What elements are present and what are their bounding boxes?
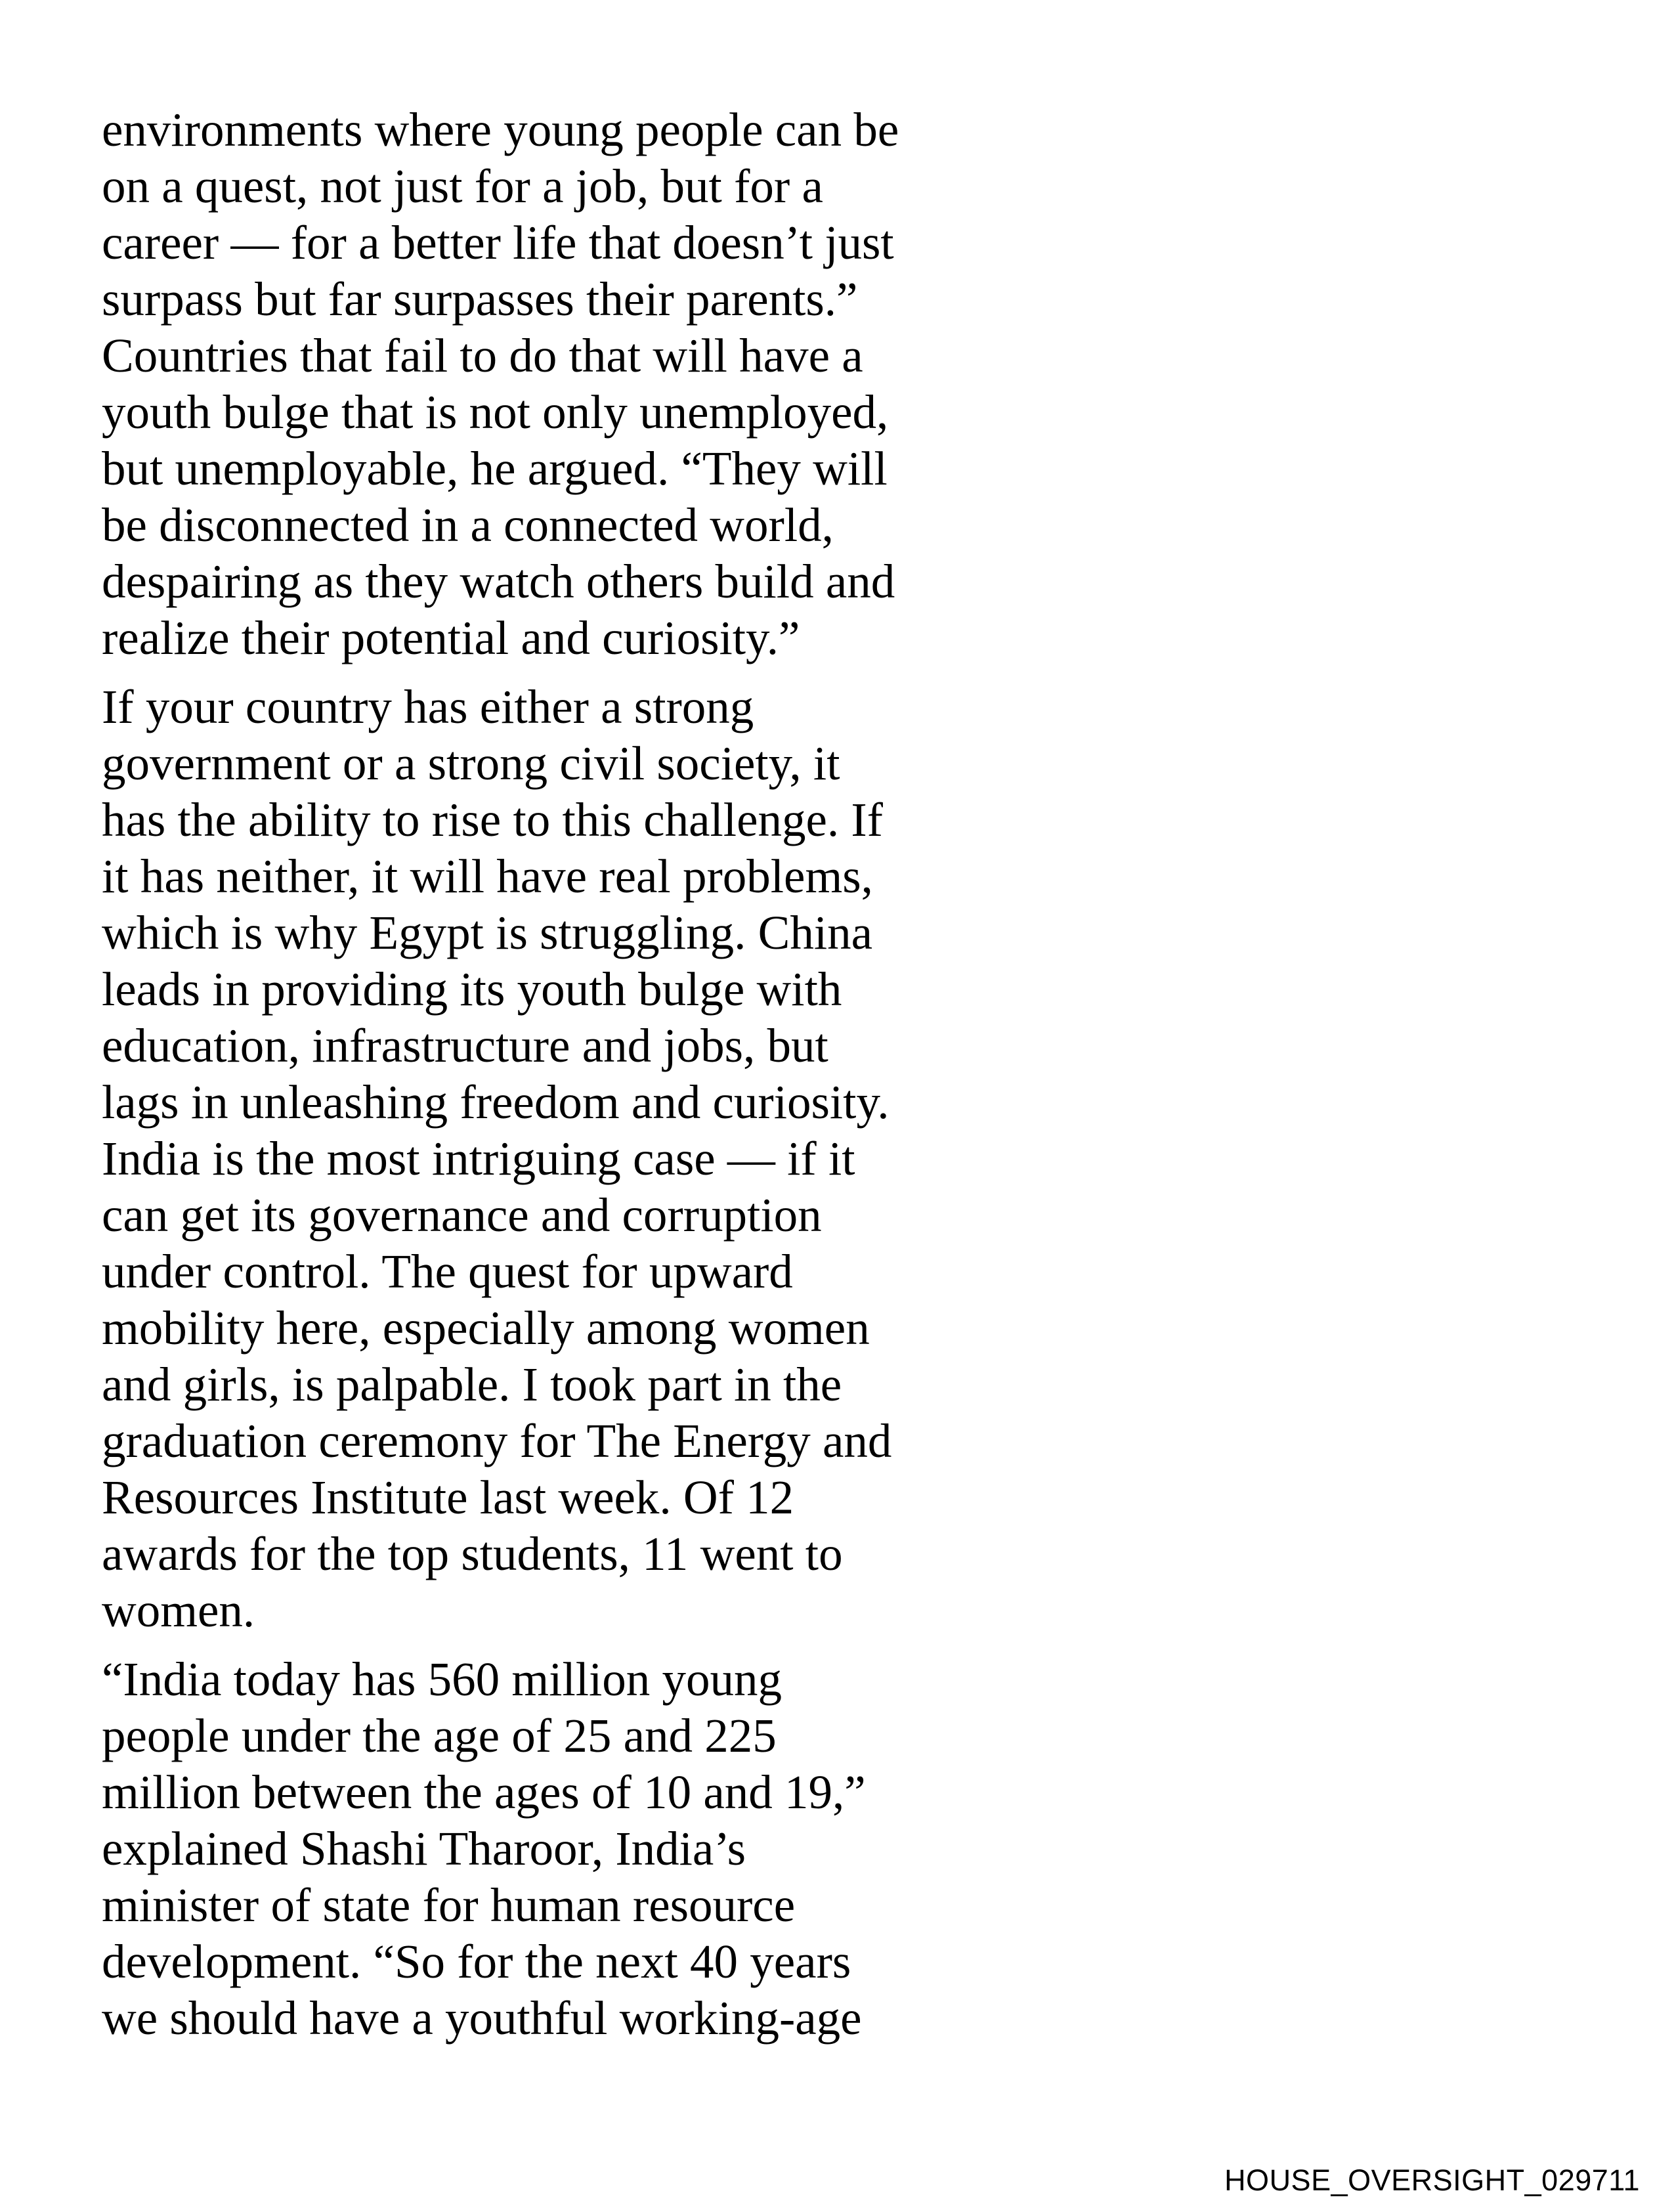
- text-line: education, infrastructure and jobs, but: [102, 1019, 828, 1072]
- text-line: Resources Institute last week. Of 12: [102, 1471, 794, 1524]
- text-line: lags in unleashing freedom and curiosity.: [102, 1075, 890, 1129]
- paragraph-1: [102, 102, 955, 666]
- text-line: explained Shashi Tharoor, India’s: [102, 1822, 746, 1875]
- text-line: it has neither, it will have real problems,: [102, 850, 873, 903]
- text-line: leads in providing its youth bulge with: [102, 963, 842, 1016]
- text-line: graduation ceremony for The Energy and: [102, 1414, 892, 1467]
- text-line: people under the age of 25 and 225: [102, 1709, 777, 1762]
- text-line: can get its governance and corruption: [102, 1188, 822, 1242]
- text-line: career — for a better life that doesn’t just: [102, 216, 894, 269]
- text-line: development. “So for the next 40 years: [102, 1935, 851, 1988]
- text-line: but unemployable, he argued. “They will: [102, 442, 888, 495]
- text-line: Countries that fail to do that will have a: [102, 329, 863, 382]
- text-line: and girls, is palpable. I took part in the: [102, 1358, 842, 1411]
- text-line: India is the most intriguing case — if it: [102, 1132, 855, 1185]
- text-line: has the ability to rise to this challenge. If: [102, 793, 883, 846]
- text-line: on a quest, not just for a job, but for a: [102, 160, 823, 213]
- text-line: million between the ages of 10 and 19,”: [102, 1766, 866, 1819]
- paragraph-2: [102, 679, 955, 1639]
- text-line: despairing as they watch others build and: [102, 555, 895, 608]
- text-line: which is why Egypt is struggling. China: [102, 906, 873, 959]
- text-line: minister of state for human resource: [102, 1878, 796, 1932]
- article-column: [102, 102, 955, 2059]
- text-line: awards for the top students, 11 went to: [102, 1527, 843, 1580]
- text-line: “India today has 560 million young: [102, 1653, 783, 1706]
- text-line: If your country has either a strong: [102, 680, 754, 733]
- paragraph-3: [102, 1651, 955, 2047]
- text-line: we should have a youthful working-age: [102, 1991, 862, 2045]
- text-line: under control. The quest for upward: [102, 1245, 793, 1298]
- document-id-footer: HOUSE_OVERSIGHT_029711: [1224, 2163, 1640, 2197]
- text-line: women.: [102, 1584, 255, 1637]
- text-line: mobility here, especially among women: [102, 1301, 870, 1355]
- text-line: environments where young people can be: [102, 103, 899, 156]
- text-line: government or a strong civil society, it: [102, 737, 840, 790]
- text-line: be disconnected in a connected world,: [102, 498, 834, 552]
- text-line: surpass but far surpasses their parents.”: [102, 272, 858, 326]
- text-line: realize their potential and curiosity.”: [102, 611, 800, 664]
- text-line: youth bulge that is not only unemployed,: [102, 385, 889, 439]
